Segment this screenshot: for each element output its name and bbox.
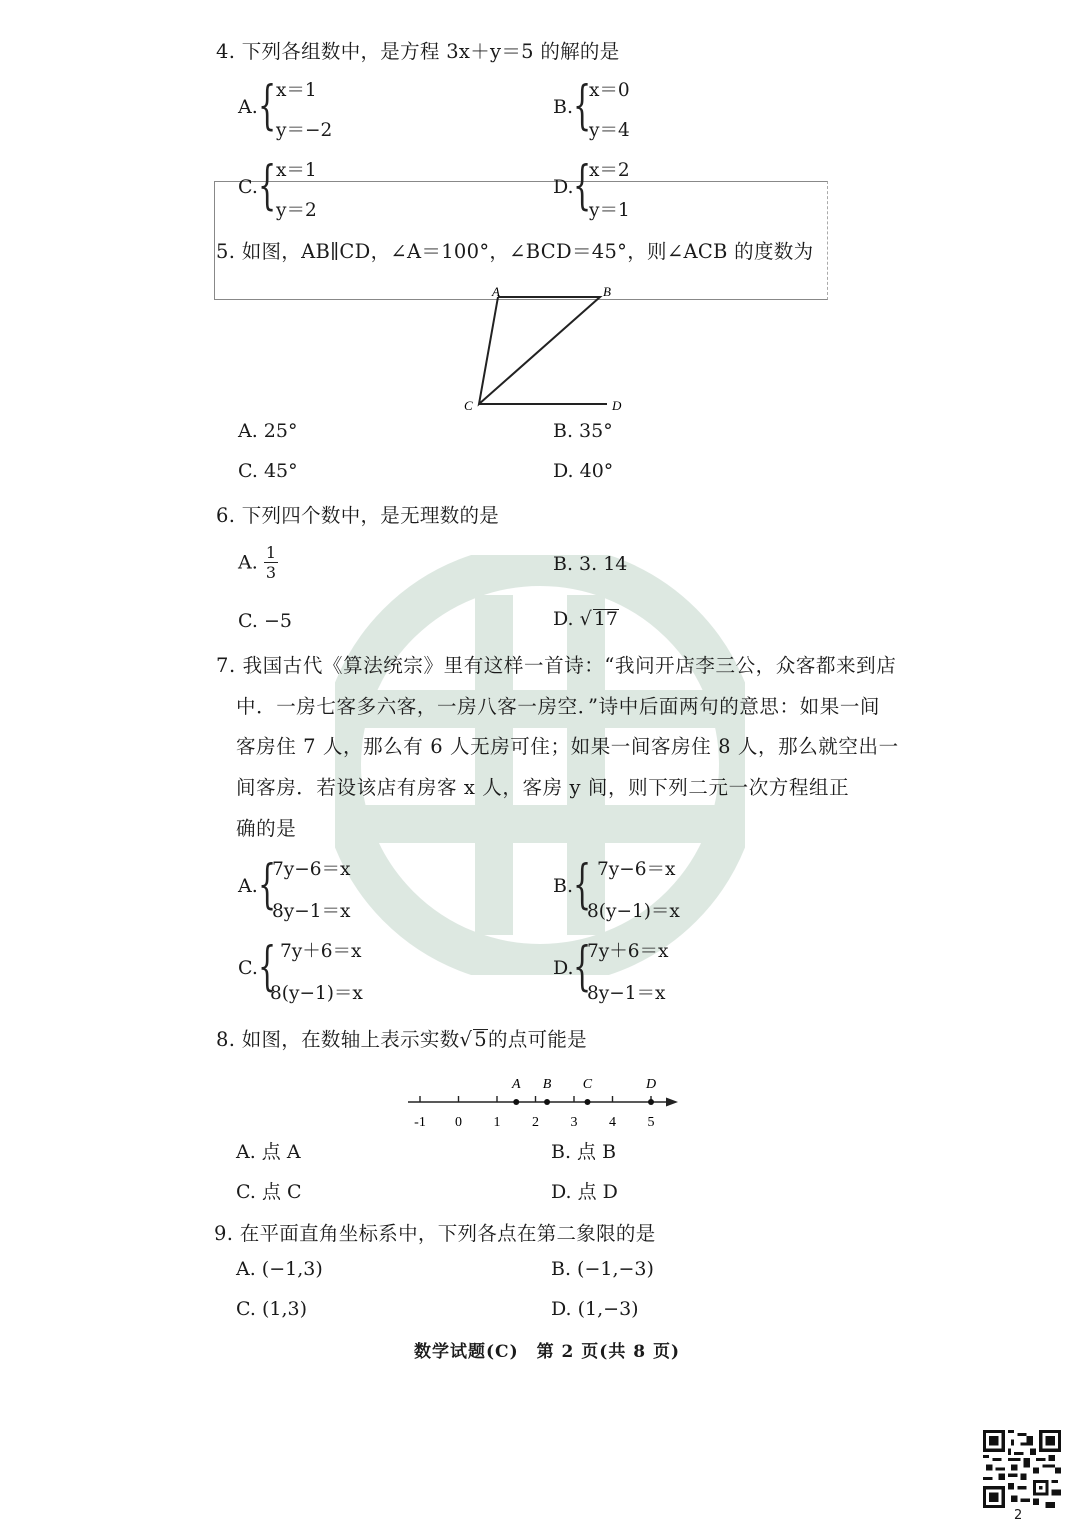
point-label-d: D xyxy=(645,1077,657,1092)
q5-option-c[interactable]: C. 45° xyxy=(238,460,298,482)
q9-option-d[interactable]: D. (1,−3) xyxy=(551,1298,639,1320)
q7-option-a[interactable] xyxy=(238,853,488,923)
equation-line-2: y＝2 xyxy=(276,200,317,221)
numerator: 1 xyxy=(265,543,276,562)
question-7-line-4: 间客房．若设该店有房客 x 人，客房 y 间，则下列二元一次方程组正 xyxy=(236,776,850,799)
q5-option-b[interactable]: B. 35° xyxy=(553,420,613,442)
left-brace-icon: { xyxy=(258,855,277,915)
option-label: C. xyxy=(238,957,258,979)
point-label-c: C xyxy=(464,398,473,413)
q8-number-line xyxy=(400,1068,690,1136)
q8-option-a[interactable]: A. 点 A xyxy=(236,1141,301,1163)
axis-arrow-icon xyxy=(666,1098,678,1107)
left-brace-icon: { xyxy=(573,855,592,915)
q8-title-post: 的点可能是 xyxy=(487,1028,587,1051)
q8-option-d[interactable]: D. 点 D xyxy=(551,1181,618,1203)
q4-option-b[interactable] xyxy=(553,74,753,144)
option-label: A. xyxy=(238,875,258,897)
left-brace-icon: { xyxy=(258,76,277,136)
q9-option-c[interactable]: C. (1,3) xyxy=(236,1298,307,1320)
q5-option-d[interactable]: D. 40° xyxy=(553,460,614,482)
point-label-b: B xyxy=(603,284,611,299)
point-d xyxy=(648,1099,654,1105)
q7-option-b[interactable] xyxy=(553,853,803,923)
q7-option-d[interactable] xyxy=(553,935,803,1005)
equation-line-1: x＝1 xyxy=(276,160,317,181)
fraction xyxy=(264,543,278,582)
question-7-line-2: 中．一房七客多六客，一房八客一房空．”诗中后面两句的意思：如果一间 xyxy=(236,695,881,718)
point-b xyxy=(544,1099,550,1105)
equation-line-1: 7y−6＝x xyxy=(597,859,676,880)
question-5-title: 5. 如图，AB∥CD，∠A＝100°，∠BCD＝45°，则∠ACB 的度数为 xyxy=(216,240,814,263)
point-label-a: A xyxy=(492,284,500,299)
tick-label: 3 xyxy=(570,1115,578,1130)
equation-line-1: 7y−6＝x xyxy=(272,859,351,880)
tick-label: -1 xyxy=(414,1115,426,1130)
q6-option-a[interactable] xyxy=(238,543,278,582)
page-footer: 数学试题(C) 第 2 页(共 8 页) xyxy=(414,1342,681,1362)
option-label: B. xyxy=(553,96,574,118)
q6-option-d[interactable] xyxy=(553,608,619,630)
equation-line-1: 7y＋6＝x xyxy=(280,941,362,962)
q4-option-a[interactable] xyxy=(238,74,438,144)
q6-option-b[interactable]: B. 3. 14 xyxy=(553,553,628,575)
equation-line-2: 8y−1＝x xyxy=(272,901,351,922)
point-label-d: D xyxy=(612,398,622,413)
equation-line-1: x＝0 xyxy=(589,80,630,101)
point-label-b: B xyxy=(542,1077,552,1092)
triangle-abc xyxy=(479,297,600,404)
q4-option-c[interactable] xyxy=(238,154,438,224)
sqrt-sign-icon: √ xyxy=(459,1028,473,1051)
sqrt-sign-icon: √ xyxy=(579,608,592,630)
q4-option-d[interactable] xyxy=(553,154,753,224)
left-brace-icon: { xyxy=(258,937,277,997)
equation-line-2: 8(y−1)＝x xyxy=(270,983,363,1004)
point-c xyxy=(584,1099,590,1105)
tick-label: 4 xyxy=(609,1115,616,1130)
left-brace-icon: { xyxy=(258,156,277,216)
q6-option-c[interactable]: C. −5 xyxy=(238,610,292,632)
equation-line-2: 8(y−1)＝x xyxy=(587,901,680,922)
question-4-title: 4. 下列各组数中，是方程 3x＋y＝5 的解的是 xyxy=(216,40,620,63)
question-7-line-5: 确的是 xyxy=(236,817,297,840)
point-label-c: C xyxy=(582,1077,593,1092)
corner-page-mark: 2 xyxy=(1014,1508,1023,1523)
equation-line-1: x＝1 xyxy=(276,80,317,101)
option-label: A. xyxy=(238,96,258,118)
denominator: 3 xyxy=(265,563,276,582)
q9-option-b[interactable]: B. (−1,−3) xyxy=(551,1258,654,1280)
left-brace-icon: { xyxy=(573,76,592,136)
question-6-title: 6. 下列四个数中，是无理数的是 xyxy=(216,504,500,527)
q8-option-b[interactable]: B. 点 B xyxy=(551,1141,617,1163)
question-8-title xyxy=(216,1024,587,1052)
option-label: B. xyxy=(553,875,574,897)
q5-geometry-figure xyxy=(455,282,635,414)
option-label: C. xyxy=(238,176,258,198)
left-brace-icon: { xyxy=(573,156,592,216)
option-label: D. xyxy=(553,608,574,630)
tick-label: 5 xyxy=(647,1115,655,1130)
equation-line-1: 7y＋6＝x xyxy=(587,941,669,962)
q8-option-c[interactable]: C. 点 C xyxy=(236,1181,302,1203)
question-9-title: 9. 在平面直角坐标系中，下列各点在第二象限的是 xyxy=(214,1222,656,1245)
q8-radicand: 5 xyxy=(474,1028,487,1051)
equation-line-2: y＝−2 xyxy=(276,120,333,141)
option-label: A. xyxy=(238,551,258,574)
qr-code-icon xyxy=(983,1430,1061,1508)
equation-line-1: x＝2 xyxy=(589,160,630,181)
left-brace-icon: { xyxy=(573,937,592,997)
tick-label: 2 xyxy=(532,1115,539,1130)
radicand: 17 xyxy=(593,608,618,630)
point-a xyxy=(513,1099,519,1105)
equation-line-2: y＝1 xyxy=(589,200,630,221)
option-label: D. xyxy=(553,957,574,979)
question-7-line-3: 客房住 7 人，那么有 6 人无房可住；如果一间客房住 8 人，那么就空出一 xyxy=(236,735,899,758)
question-7-line-1: 7. 我国古代《算法统宗》里有这样一首诗：“我问开店李三公，众客都来到店 xyxy=(216,654,897,677)
q8-title-pre: 8. 如图，在数轴上表示实数 xyxy=(216,1028,460,1051)
q7-option-c[interactable] xyxy=(238,935,488,1005)
tick-label: 1 xyxy=(493,1115,501,1130)
equation-line-2: 8y−1＝x xyxy=(587,983,666,1004)
point-label-a: A xyxy=(511,1077,521,1092)
tick-label: 0 xyxy=(455,1115,462,1130)
option-label: D. xyxy=(553,176,574,198)
equation-line-2: y＝4 xyxy=(589,120,630,141)
q5-option-a[interactable]: A. 25° xyxy=(238,420,298,442)
q9-option-a[interactable]: A. (−1,3) xyxy=(236,1258,323,1280)
